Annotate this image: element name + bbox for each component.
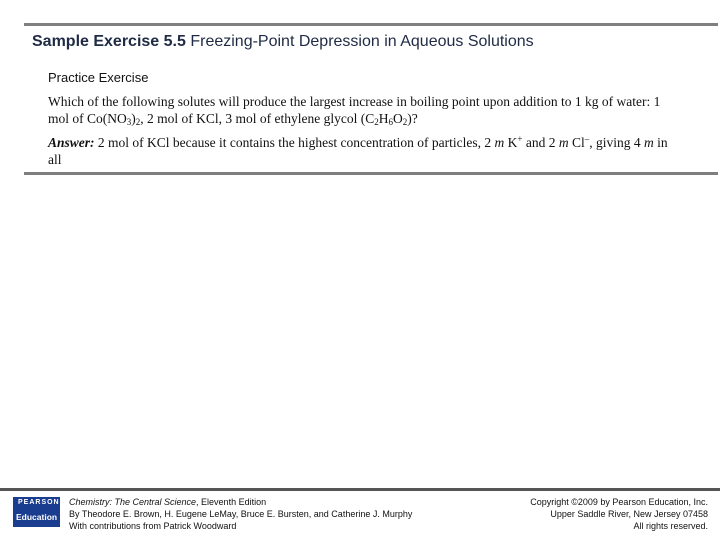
book-edition: , Eleventh Edition (196, 497, 267, 507)
copyright-line: Copyright ©2009 by Pearson Education, Inc. (530, 497, 708, 507)
copyright-notice (530, 496, 708, 532)
rights-line: All rights reserved. (633, 521, 708, 531)
exercise-label: Sample Exercise 5.5 (32, 33, 186, 50)
exercise-title: Freezing-Point Depression in Aqueous Solutions (190, 33, 534, 50)
book-contributions: With contributions from Patrick Woodward (69, 521, 237, 531)
pearson-logo: PEARSON Education (13, 497, 60, 527)
practice-heading: Practice Exercise (48, 70, 149, 85)
publisher-address: Upper Saddle River, New Jersey 07458 (550, 509, 708, 519)
answer-text: Answer: 2 mol of KCl because it contains the highest concentration of particles, 2 m K+ and 2 m Cl–, giving 4 m in all (48, 134, 668, 167)
practice-body (48, 93, 668, 168)
footer-divider (0, 488, 720, 491)
question-text: Which of the following solutes will produce the largest increase in boiling point upon addition to 1 kg of water: 1 mol of $Co(NO_3)_2$, 2 mol of KCl, 3 mol of ethylene glycol $(C_2H_6O_2)$? (48, 94, 661, 127)
bottom-divider (24, 172, 718, 175)
book-title: Chemistry: The Central Science (69, 497, 197, 507)
book-citation (69, 496, 412, 532)
page-title (32, 33, 534, 51)
answer-label: Answer: (48, 135, 95, 150)
top-divider (24, 23, 718, 26)
book-authors: By Theodore E. Brown, H. Eugene LeMay, Bruce E. Bursten, and Catherine J. Murphy (69, 509, 413, 519)
